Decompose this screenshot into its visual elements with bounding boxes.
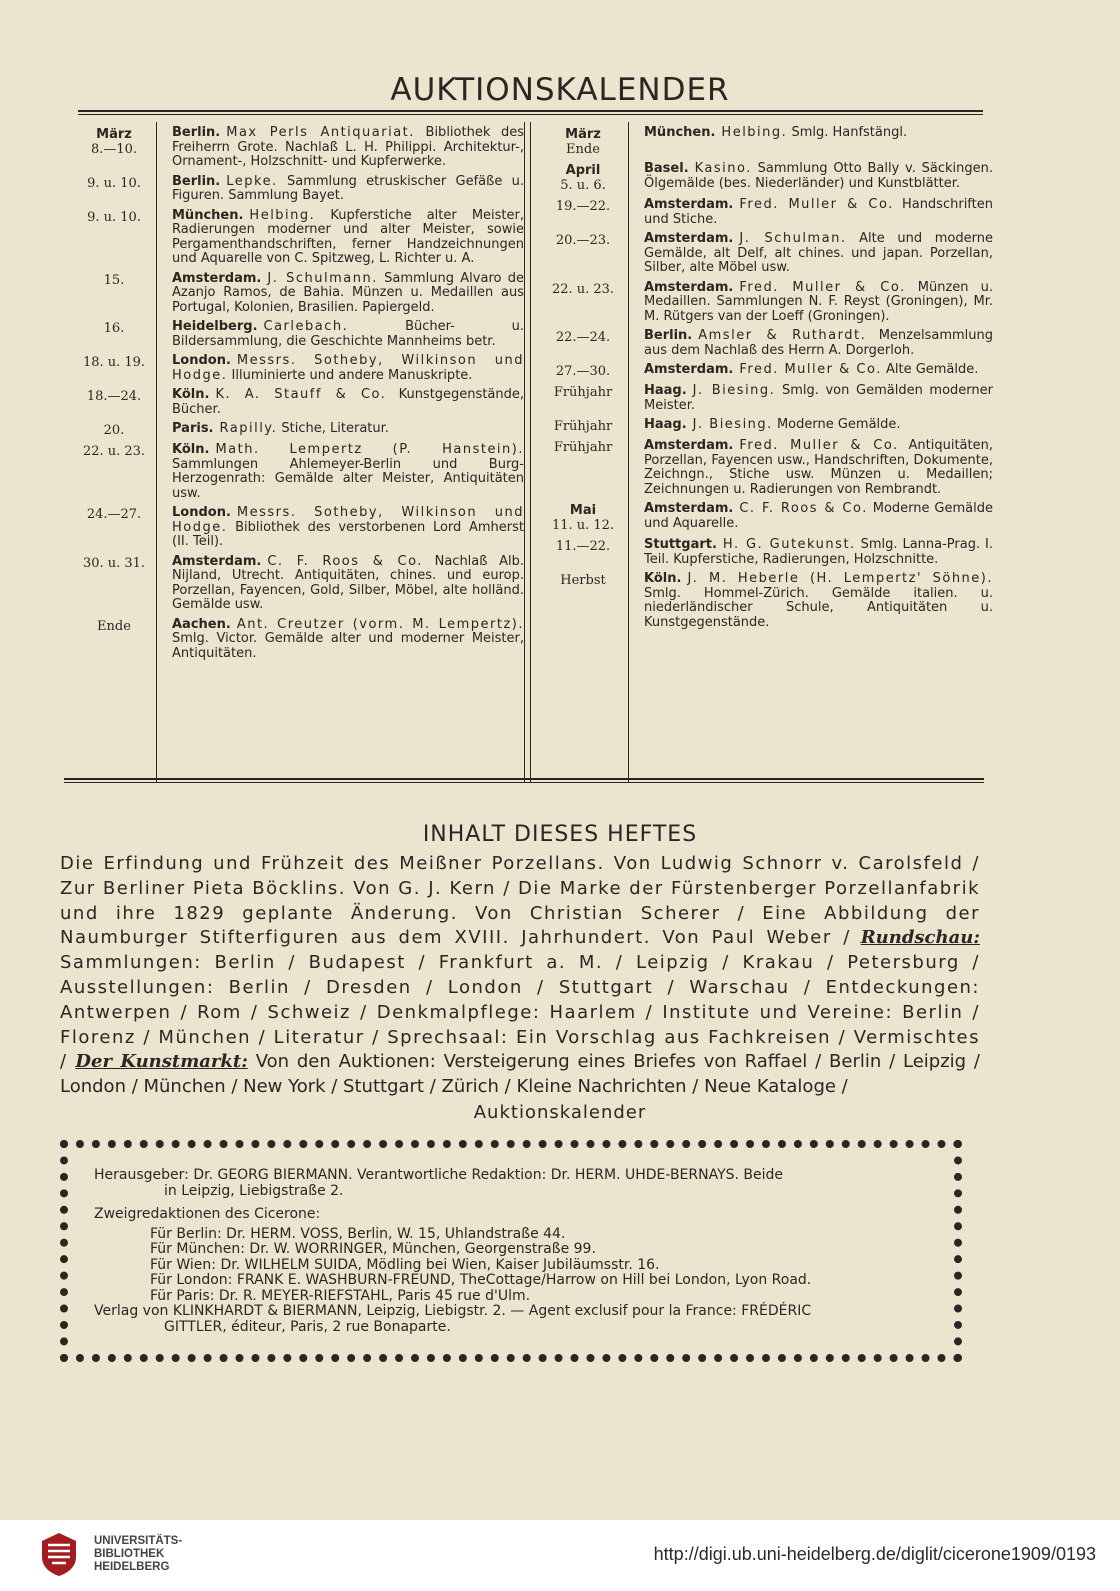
imprint-editor: Herausgeber: Dr. GEORG BIERMANN. Verantwortliche Redaktion: Dr. HERM. UHDE-BERNAYS. Beide: [94, 1167, 784, 1183]
entry-description: [628, 232, 993, 276]
section-rule-thin: [64, 782, 984, 783]
entry-date-cell: [538, 572, 628, 588]
calendar-entry: [538, 162, 993, 193]
entry-text: Kunstgegenstände, Bücher.: [172, 387, 525, 417]
branch-london: Für London: FRANK E. WASHBURN-FREUND, TheCottage/Harrow on Hill bei London, Lyon Road.: [150, 1272, 812, 1288]
entry-city: Haag.: [644, 417, 687, 432]
calendar-entry: [538, 232, 993, 276]
entry-firm: Rapilly.: [219, 421, 278, 436]
entry-city: Haag.: [644, 383, 687, 398]
entry-firm: J. Biesing.: [692, 383, 776, 398]
entry-description: [628, 418, 993, 433]
entry-description: [156, 618, 524, 662]
kunstmarkt-text: Von den Auktionen: Versteigerung eines Briefes von Raffael / Berlin / Leipzig / London / München / New York / Stuttgart / Zürich / Kleine Nachrichten / Neue Kataloge /: [60, 1051, 980, 1098]
calendar-entry: [538, 418, 993, 434]
entry-text: Smlg. von Gemälden moderner Meister.: [644, 383, 993, 413]
entry-description: [156, 126, 524, 170]
contents-title: INHALT DIESES HEFTES: [422, 822, 698, 847]
entry-date-cell: [538, 418, 628, 434]
entry-date: 16.: [103, 321, 125, 336]
entry-firm: J. M. Heberle (H. Lempertz' Söhne).: [687, 571, 993, 586]
entry-city: Amsterdam.: [644, 438, 734, 453]
calendar-title: AUKTIONSKALENDER: [390, 72, 730, 108]
entry-date-cell: [538, 232, 628, 248]
entry-firm: J. Schulmann.: [267, 270, 378, 286]
entry-firm: J. Biesing.: [692, 417, 773, 432]
imprint-publisher: Verlag von KLINKHARDT & BIERMANN, Leipzig, Liebigstr. 2. — Agent exclusif pour la France: FRÉDÉRIC: [94, 1303, 812, 1319]
entry-date: Frühjahr: [553, 385, 613, 400]
kunstmarkt-label: Der Kunstmarkt:: [75, 1051, 248, 1073]
entry-text: Alte und moderne Gemälde, alt Delf, alt chines. und japan. Porzellan, Silber, alte Möbel usw.: [644, 231, 993, 275]
library-name-line: HEIDELBERG: [94, 1561, 170, 1573]
entry-date: 18. u. 19.: [82, 355, 146, 370]
entry-date: 18.—24.: [86, 389, 142, 404]
entry-firm: Amsler & Ruthardt.: [698, 328, 867, 343]
entry-firm: C. F. Roos & Co.: [267, 553, 423, 569]
entry-description: [628, 439, 993, 497]
entry-text: Smlg. Hanfstängl.: [791, 125, 908, 140]
entry-date: Herbst: [560, 573, 606, 588]
branch-paris: Für Paris: Dr. R. MEYER-RIEFSTAHL, Paris 45 rue d'Ulm.: [150, 1287, 531, 1304]
calendar-entry: [72, 354, 524, 383]
calendar-entry: [72, 272, 524, 316]
entry-description: [628, 572, 993, 630]
entry-text: Sammlung etruskischer Gefäße u. Figuren. Sammlung Bayet.: [172, 173, 524, 203]
entry-firm: C. F. Roos & Co.: [739, 501, 868, 516]
contents-last-item: Auktionskalender: [473, 1102, 647, 1123]
entry-city: Paris.: [172, 421, 214, 436]
entry-firm: Kasino.: [694, 161, 752, 176]
entry-description: [156, 320, 524, 349]
entry-firm: Carlebach.: [263, 319, 349, 334]
entry-date: 9. u. 10.: [87, 175, 141, 191]
entry-city: Berlin.: [172, 125, 221, 140]
entry-city: Amsterdam.: [644, 279, 734, 295]
entry-description: [156, 443, 524, 501]
entry-text: Alte Gemälde.: [885, 362, 979, 377]
branch-muenchen: Für München: Dr. W. WORRINGER, München, Georgenstraße 99.: [150, 1241, 596, 1257]
calendar-right-column: [538, 126, 993, 635]
entry-description: [628, 126, 993, 141]
entry-description: [156, 422, 524, 437]
entry-firm: Ant. Creutzer (vorm. M. Lempertz).: [236, 616, 524, 632]
entry-description: [156, 209, 524, 267]
entry-text: Münzen u. Medaillen. Sammlungen N. F. Reyst (Groningen), Mr. M. Rütgers van der Loeff (Groningen).: [644, 279, 993, 324]
entry-text: Nachlaß Alb. Nijland, Utrecht. Antiquitäten, chines. und europ. Porzellan, Fayencen, Gold, Silber, Möbel, alte holländ. Gemälde usw.: [172, 553, 525, 612]
entry-date: Ende: [566, 142, 600, 157]
entry-month: Mai: [569, 503, 597, 518]
entry-month: April: [565, 163, 601, 178]
entry-text: Sammlung Otto Bally v. Säckingen. Ölgemälde (bes. Niederländer) und Kunstblätter.: [644, 161, 993, 191]
calendar-entry: [538, 363, 993, 379]
entry-date-cell: [72, 272, 156, 288]
entry-date: 11. u. 12.: [551, 518, 615, 533]
entry-month: März: [96, 127, 132, 142]
contents-text: [60, 852, 980, 1100]
entry-firm: H. G. Gutekunst.: [722, 537, 856, 552]
entry-description: [156, 272, 524, 316]
entry-city: Aachen.: [172, 616, 231, 632]
entry-city: Köln.: [172, 442, 210, 457]
entry-date-cell: [538, 502, 628, 533]
calendar-entry: [72, 555, 524, 613]
imprint-publisher-cont: GITTLER, éditeur, Paris, 2 rue Bonaparte.: [164, 1318, 451, 1335]
entry-date: 24.—27.: [86, 507, 142, 522]
entry-firm: Fred. Muller & Co.: [739, 197, 894, 212]
entry-description: [628, 162, 993, 191]
calendar-entry: [538, 538, 993, 567]
entry-text: Smlg. Victor. Gemälde alter und moderner Meister, Antiquitäten.: [172, 631, 524, 661]
entry-description: [156, 388, 524, 417]
contents-intro: Die Erfindung und Frühzeit des Meißner Porzellans. Von Ludwig Schnorr v. Carolsfeld / Zur Berliner Pieta Böcklins. Von G. J. Kern / Die Marke der Fürstenberger Porzellanfabrik und ihre 1829 geplante Änderung. Von Christian Scherer / Eine Abbildung der Naumburger Stifterfiguren aus dem XVIII. Jahrhundert. Von Paul Weber /: [60, 853, 980, 949]
entry-date-cell: [538, 162, 628, 193]
entry-date: 30. u. 31.: [82, 555, 146, 571]
entry-description: [156, 175, 524, 204]
library-name: [94, 1535, 182, 1574]
entry-date-cell: [72, 126, 156, 157]
entry-text: Moderne Gemälde.: [776, 417, 901, 432]
entry-date: 15.: [103, 272, 125, 288]
entry-date-cell: [72, 209, 156, 225]
calendar-entry: [72, 388, 524, 417]
calendar-entry: [72, 320, 524, 349]
entry-description: [156, 354, 524, 383]
entry-date-cell: [72, 618, 156, 634]
entry-description: [628, 538, 993, 567]
calendar-entry: [72, 209, 524, 267]
section-rule: [64, 778, 984, 780]
entry-date: 22.—24.: [555, 330, 611, 345]
entry-firm: Helbing.: [721, 125, 788, 140]
rundschau-text: Sammlungen: Berlin / Budapest / Frankfurt a. M. / Leipzig / Krakau / Petersburg / Ausstellungen: Berlin / Dresden / London / Stuttgart / Warschau / Entdeckungen: Antwerpen / Rom / Schweiz / Denkmalpflege: Haarlem / Institute und Vereine: Berlin / Florenz / München / Literatur / Sprechsaal: Ein Vorschlag aus Fachkreisen / Vermischtes /: [60, 952, 980, 1073]
entry-date-cell: [538, 538, 628, 554]
entry-firm: Messrs. Sotheby, Wilkinson und Hodge.: [172, 353, 524, 383]
entry-text: Menzelsammlung aus dem Nachlaß des Herrn A. Dorgerloh.: [644, 328, 993, 358]
entry-text: Kupferstiche alter Meister, Radierungen moderner und alter Meister, sowie Pergamenthandschriften, ferner Handzeichnungen und Aquarelle von C. Spitzweg, L. Richter u. A.: [172, 207, 524, 266]
left-column-divider: [524, 122, 525, 782]
entry-date-cell: [72, 354, 156, 370]
entry-city: Amsterdam.: [644, 501, 734, 516]
calendar-entry: [72, 506, 524, 550]
entry-description: [628, 281, 993, 325]
entry-city: Köln.: [172, 387, 210, 402]
library-seal-icon: [38, 1531, 80, 1577]
entry-firm: Fred. Muller & Co.: [739, 279, 906, 295]
top-rule-thin: [78, 114, 983, 115]
entry-city: Berlin.: [172, 173, 221, 189]
entry-date-cell: [538, 126, 628, 157]
entry-description: [156, 555, 524, 613]
entry-text: Bibliothek des Freiherrn Grote. Nachlaß L. H. Philippi. Architektur-, Ornament-, Holzschnitt- und Kupferwerke.: [172, 125, 524, 169]
source-url-link[interactable]: http://digi.ub.uni-heidelberg.de/diglit/cicerone1909/0193: [653, 1544, 1096, 1564]
entry-firm: Fred. Muller & Co.: [739, 438, 899, 453]
calendar-entry: [538, 439, 993, 497]
calendar-left-column: [72, 126, 524, 666]
entry-date-cell: [538, 363, 628, 379]
entry-city: Köln.: [644, 571, 682, 586]
calendar-entry: [72, 422, 524, 438]
entry-city: Amsterdam.: [172, 270, 262, 286]
entry-date-cell: [538, 198, 628, 214]
entry-date: 8.—10.: [90, 142, 138, 157]
library-name-line: BIBLIOTHEK: [94, 1548, 165, 1560]
entry-text: Sammlung Alvaro de Azanjo Ramos, de Bahia. Münzen u. Medaillen aus Portugal, Kolonien, Brasilien. Papiergeld.: [172, 270, 524, 315]
entry-date-cell: [72, 443, 156, 459]
entry-description: [628, 363, 993, 378]
entry-date: 11.—22.: [555, 539, 611, 554]
entry-firm: J. Schulman.: [739, 231, 847, 246]
calendar-entry: [538, 126, 993, 157]
calendar-entry: [72, 618, 524, 662]
entry-firm: Messrs. Sotheby, Wilkinson und Hodge.: [172, 505, 524, 535]
entry-text: Antiquitäten, Porzellan, Fayencen usw., Handschriften, Dokumente, Zeichngn., Stiche usw. Münzen u. Medaillen; Zeichnungen u. Radierungen von Rembrandt.: [644, 438, 993, 497]
calendar-entry: [72, 126, 524, 170]
entry-date: 20.—23.: [555, 233, 611, 248]
entry-date: 22. u. 23.: [551, 281, 615, 297]
entry-text: Smlg. Hommel-Zürich. Gemälde italien. u. niederländischer Schule, Antiquitäten u. Kunstgegenstände.: [644, 585, 993, 630]
entry-city: Stuttgart.: [644, 537, 717, 552]
calendar-entry: [538, 384, 993, 413]
top-rule: [78, 110, 983, 112]
calendar-entry: [538, 198, 993, 227]
entry-text: Illuminierte und andere Manuskripte.: [231, 367, 473, 383]
calendar-entry: [72, 175, 524, 204]
entry-city: Amsterdam.: [644, 362, 734, 377]
entry-date: 20.: [103, 423, 125, 438]
entry-date: Frühjahr: [553, 440, 613, 455]
entry-date: 27.—30.: [555, 364, 611, 379]
entry-firm: Math. Lempertz (P. Hanstein).: [215, 442, 524, 457]
entry-text: Bibliothek des verstorbenen Lord Amherst (II. Teil).: [172, 519, 524, 549]
calendar-entry: [538, 329, 993, 358]
imprint-address: in Leipzig, Liebigstraße 2.: [164, 1182, 344, 1199]
entry-firm: Lepke.: [226, 173, 278, 189]
entry-date-cell: [538, 384, 628, 400]
entry-city: Amsterdam.: [172, 553, 262, 569]
entry-text: Smlg. Lanna-Prag. I. Teil. Kupferstiche, Radierungen, Holzschnitte.: [644, 537, 993, 567]
entry-city: London.: [172, 353, 231, 368]
calendar-entry: [72, 443, 524, 501]
entry-date-cell: [538, 329, 628, 345]
entry-date-cell: [538, 281, 628, 297]
calendar-entry: [538, 572, 993, 630]
footer-bar: [0, 1520, 1120, 1591]
entry-city: München.: [172, 207, 244, 223]
library-name-line: UNIVERSITÄTS-: [94, 1535, 183, 1547]
entry-firm: K. A. Stauff & Co.: [215, 387, 387, 402]
entry-city: Amsterdam.: [644, 231, 734, 246]
entry-date: 5. u. 6.: [560, 178, 606, 193]
center-column-divider: [530, 122, 531, 782]
calendar-entry: [538, 281, 993, 325]
entry-text: Stiche, Literatur.: [281, 421, 389, 436]
entry-date-cell: [72, 175, 156, 191]
entry-text: Sammlungen Ahlemeyer-Berlin und Burg-Herzogenrath: Gemälde alter Meister, Antiquitäten usw.: [172, 456, 524, 501]
branch-wien: Für Wien: Dr. WILHELM SUIDA, Mödling bei Wien, Kaiser Jubiläumsstr. 16.: [150, 1256, 660, 1273]
imprint-branches-heading: Zweigredaktionen des Cicerone:: [94, 1206, 321, 1222]
rundschau-label: Rundschau:: [860, 927, 980, 949]
entry-date: Ende: [97, 618, 131, 634]
entry-date-cell: [72, 422, 156, 438]
entry-description: [628, 198, 993, 227]
imprint-box: [60, 1140, 962, 1362]
entry-city: München.: [644, 125, 716, 140]
calendar-entry: [538, 502, 993, 533]
entry-date-cell: [538, 439, 628, 455]
entry-date-cell: [72, 388, 156, 404]
entry-date: 22. u. 23.: [82, 444, 146, 459]
entry-city: Berlin.: [644, 328, 693, 343]
entry-text: Bücher- u. Bildersammlung, die Geschichte Mannheims betr.: [172, 319, 524, 349]
entry-description: [628, 329, 993, 358]
entry-text: Handschriften und Stiche.: [644, 197, 993, 227]
entry-text: Moderne Gemälde und Aquarelle.: [644, 501, 993, 531]
entry-date-cell: [72, 320, 156, 336]
entry-date-cell: [72, 506, 156, 522]
entry-city: Heidelberg.: [172, 319, 258, 334]
entry-description: [628, 384, 993, 413]
entry-date: 19.—22.: [555, 199, 611, 214]
entry-city: Amsterdam.: [644, 197, 734, 212]
entry-firm: Max Perls Antiquariat.: [226, 125, 415, 140]
entry-date-cell: [72, 555, 156, 571]
entry-firm: Helbing.: [249, 207, 316, 223]
entry-description: [156, 506, 524, 550]
entry-city: Basel.: [644, 161, 689, 176]
entry-city: London.: [172, 505, 231, 520]
branch-berlin: Für Berlin: Dr. HERM. VOSS, Berlin, W. 15, Uhlandstraße 44.: [150, 1225, 566, 1242]
entry-description: [628, 502, 993, 531]
entry-month: März: [565, 127, 601, 142]
entry-firm: Fred. Muller & Co.: [739, 362, 882, 377]
entry-date: Frühjahr: [553, 419, 613, 434]
entry-date: 9. u. 10.: [87, 209, 141, 225]
